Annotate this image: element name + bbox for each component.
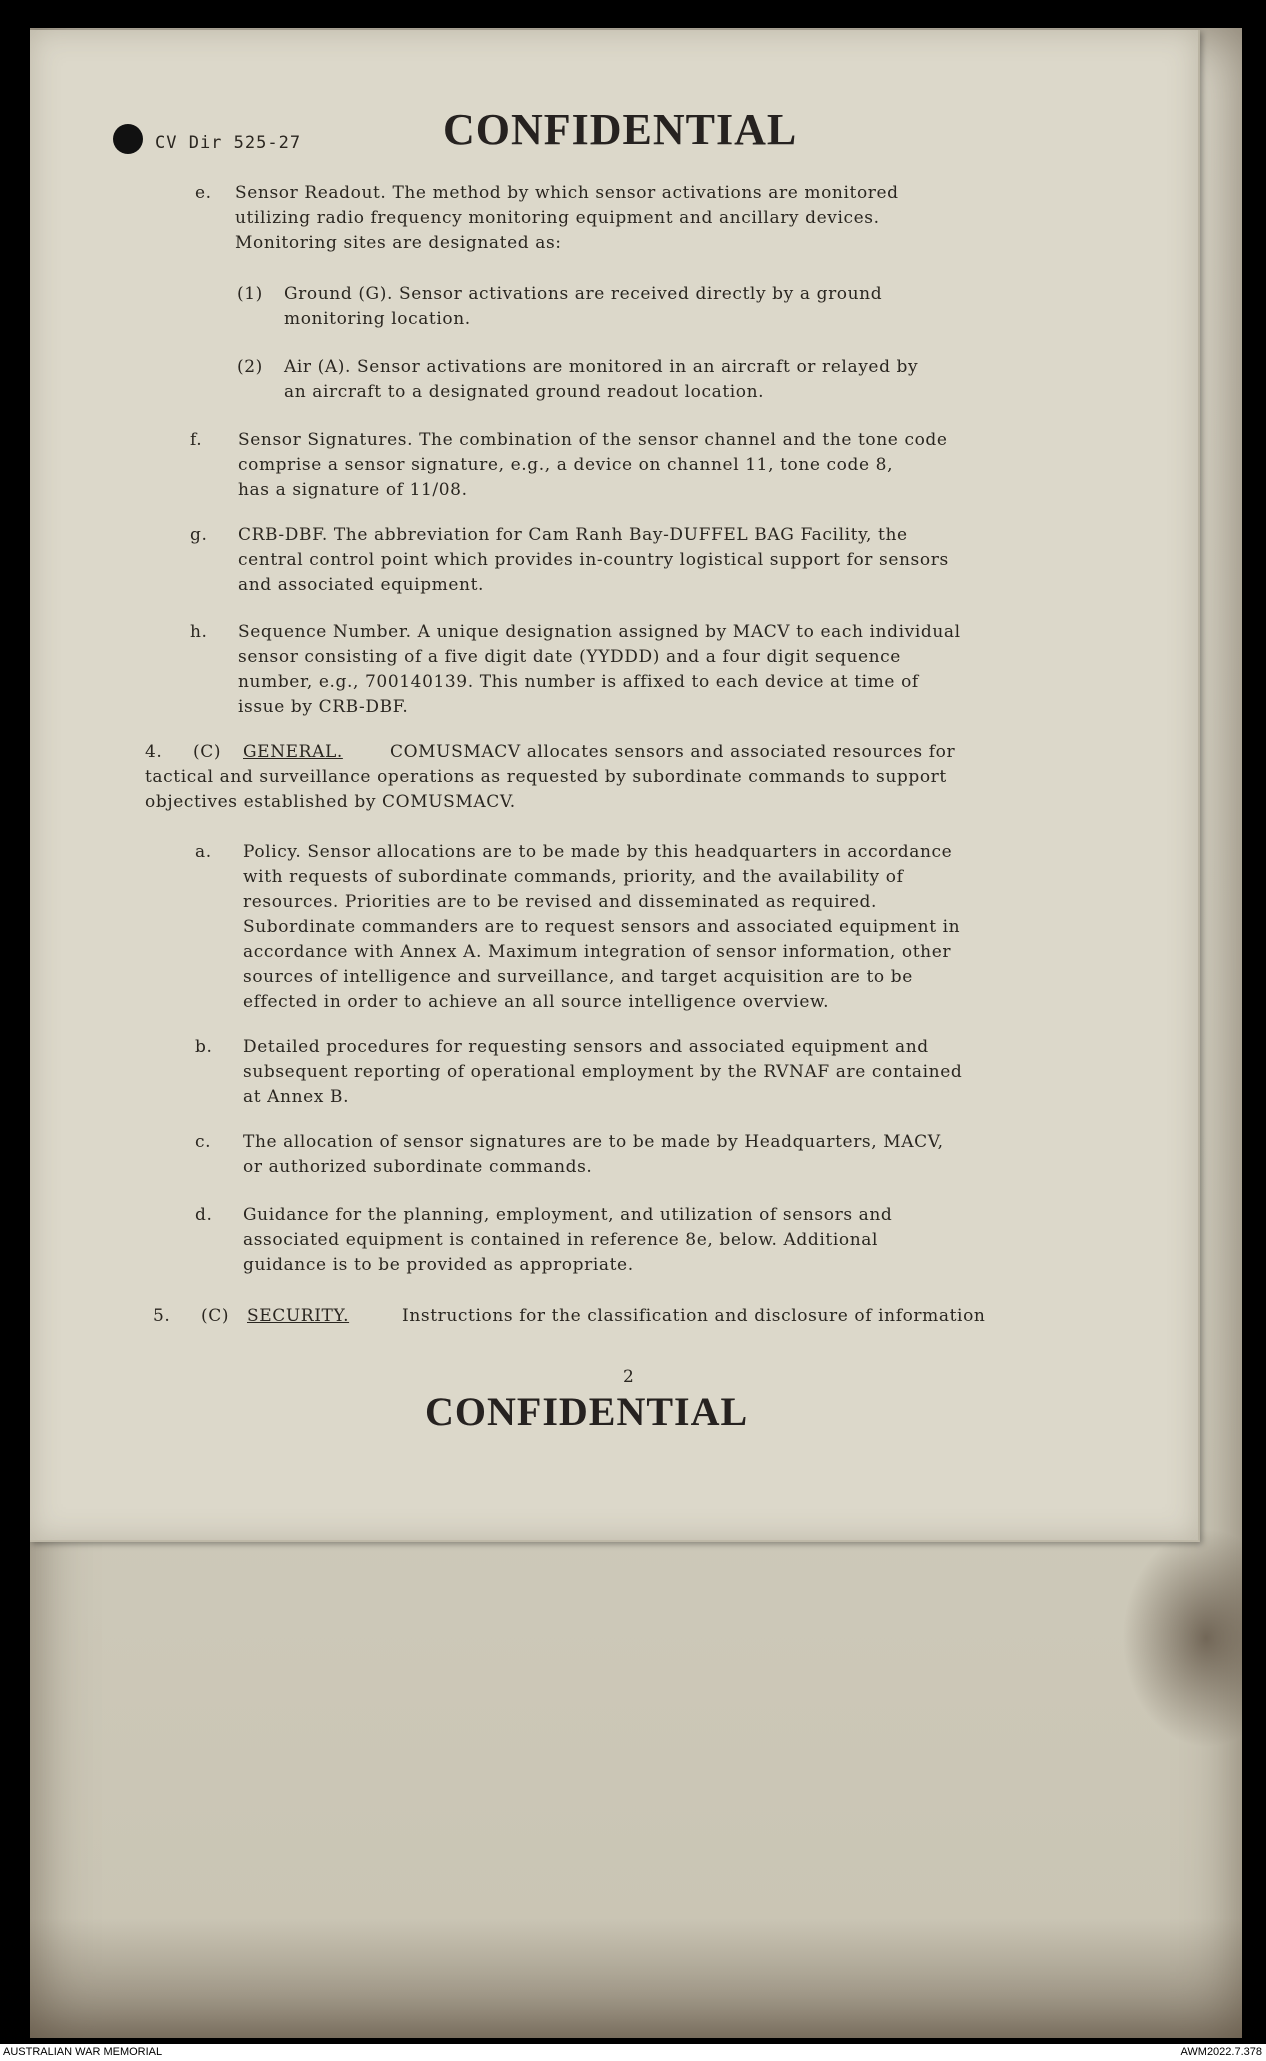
section-4-heading: GENERAL. <box>243 742 343 762</box>
section-4-item-a-line: sources of intelligence and surveillance, and target acquisition are to be <box>243 967 913 987</box>
definition-3-line: Air (A). Sensor activations are monitored in an aircraft or relayed by <box>284 357 919 377</box>
section-4-item-b-label: b. <box>195 1037 213 1057</box>
section-5-line: Instructions for the classification and disclosure of information <box>402 1306 986 1326</box>
definition-5-label: g. <box>190 525 208 545</box>
section-4-line: objectives established by COMUSMACV. <box>145 792 516 812</box>
definition-1-line: Monitoring sites are designated as: <box>235 233 562 253</box>
section-4-item-a-line: effected in order to achieve an all source intelligence overview. <box>243 992 830 1012</box>
archive-accession-number: AWM2022.7.378 <box>1180 2046 1262 2058</box>
definition-4-line: comprise a sensor signature, e.g., a device on channel 11, tone code 8, <box>238 455 894 475</box>
section-4-item-b-line: Detailed procedures for requesting sensors and associated equipment and <box>243 1037 929 1057</box>
definition-1-line: Sensor Readout. The method by which sensor activations are monitored <box>235 183 899 203</box>
archive-credit: AUSTRALIAN WAR MEMORIAL <box>3 2046 163 2058</box>
section-4-item-d-line: Guidance for the planning, employment, and utilization of sensors and <box>243 1205 893 1225</box>
definition-1-label: e. <box>195 183 212 203</box>
section-4-item-c-label: c. <box>195 1132 212 1152</box>
section-4-item-a-line: accordance with Annex A. Maximum integration of sensor information, other <box>243 942 952 962</box>
definition-4-label: f. <box>190 430 203 450</box>
classification-stamp-bottom: CONFIDENTIAL <box>425 1389 749 1434</box>
section-4-item-b-line: subsequent reporting of operational employment by the RVNAF are contained <box>243 1062 963 1082</box>
definition-5-line: and associated equipment. <box>238 575 485 595</box>
section-4-item-a-line: Policy. Sensor allocations are to be made by this headquarters in accordance <box>243 842 953 862</box>
page-number: 2 <box>623 1367 634 1387</box>
definition-2-label: (1) <box>237 284 263 304</box>
section-5-classification: (C) <box>201 1306 230 1326</box>
definition-4-line: has a signature of 11/08. <box>238 480 468 500</box>
section-4-item-d-label: d. <box>195 1205 213 1225</box>
definition-2-line: monitoring location. <box>284 309 471 329</box>
definition-4-line: Sensor Signatures. The combination of the sensor channel and the tone code <box>238 430 948 450</box>
section-4-item-a-line: resources. Priorities are to be revised and disseminated as required. <box>243 892 878 912</box>
section-4-item-a-line: with requests of subordinate commands, priority, and the availability of <box>243 867 904 887</box>
definition-3-line: an aircraft to a designated ground readout location. <box>284 382 765 402</box>
definition-6-line: sensor consisting of a five digit date (YYDDD) and a four digit sequence <box>238 647 901 667</box>
definition-2-line: Ground (G). Sensor activations are received directly by a ground <box>284 284 883 304</box>
section-4-number: 4. <box>145 742 163 762</box>
definition-3-label: (2) <box>237 357 263 377</box>
punch-hole <box>113 124 143 154</box>
section-4-item-d-line: guidance is to be provided as appropriate. <box>243 1255 634 1275</box>
section-4-item-a-line: Subordinate commanders are to request sensors and associated equipment in <box>243 917 961 937</box>
section-4-item-d-line: associated equipment is contained in reference 8e, below. Additional <box>243 1230 879 1250</box>
definition-5-line: central control point which provides in-country logistical support for sensors <box>238 550 949 570</box>
archive-footer-bar <box>0 2044 1266 2061</box>
section-5-heading: SECURITY. <box>247 1306 350 1326</box>
section-4-item-b-line: at Annex B. <box>243 1087 350 1107</box>
definition-5-line: CRB-DBF. The abbreviation for Cam Ranh Bay-DUFFEL BAG Facility, the <box>238 525 908 545</box>
section-4-item-a-label: a. <box>195 842 212 862</box>
definition-6-line: issue by CRB-DBF. <box>238 697 409 717</box>
section-5-number: 5. <box>153 1306 171 1326</box>
definition-6-label: h. <box>190 622 208 642</box>
section-4-line: tactical and surveillance operations as requested by subordinate commands to support <box>145 767 947 787</box>
definition-6-line: number, e.g., 700140139. This number is affixed to each device at time of <box>238 672 919 692</box>
section-4-line: COMUSMACV allocates sensors and associated resources for <box>390 742 956 762</box>
directive-reference: CV Dir 525-27 <box>155 133 302 153</box>
section-4-classification: (C) <box>193 742 222 762</box>
section-4-item-c-line: The allocation of sensor signatures are to be made by Headquarters, MACV, <box>243 1132 944 1152</box>
classification-stamp-top: CONFIDENTIAL <box>443 105 798 154</box>
definition-1-line: utilizing radio frequency monitoring equipment and ancillary devices. <box>235 208 880 228</box>
section-4-item-c-line: or authorized subordinate commands. <box>243 1157 593 1177</box>
definition-6-line: Sequence Number. A unique designation assigned by MACV to each individual <box>238 622 961 642</box>
